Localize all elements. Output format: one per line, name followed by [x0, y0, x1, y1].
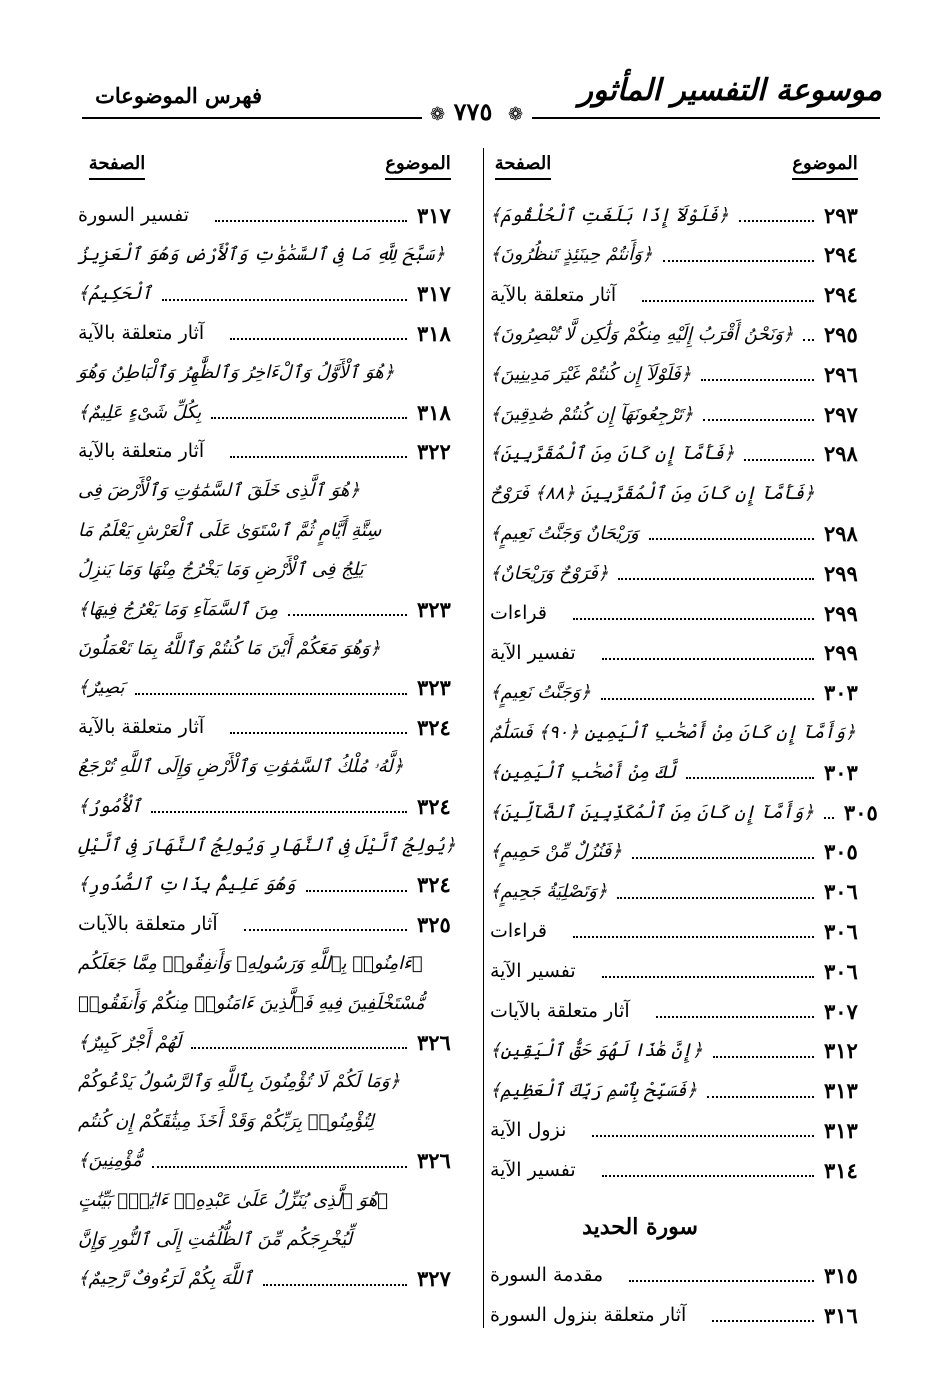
leader-dots	[152, 1166, 407, 1168]
entry-topic: آثار متعلقة بنزول السورة	[490, 1304, 687, 1326]
index-entry	[78, 669, 473, 707]
entry-topic: لَهُمْ أَجْرٌ كَبِيرٌ﴾	[78, 1031, 182, 1053]
index-entry	[78, 629, 473, 667]
index-entry	[78, 708, 473, 746]
index-entry	[78, 472, 473, 510]
leader-dots	[211, 417, 407, 419]
index-entry	[78, 551, 473, 589]
leader-dots	[135, 693, 407, 695]
index-entry	[490, 1072, 880, 1110]
section-title: فهرس الموضوعات	[95, 83, 262, 108]
entry-topic: بَصِيرٌ﴾	[78, 677, 125, 699]
entry-topic: آثار متعلقة بالآية	[78, 716, 205, 739]
leader-dots	[602, 658, 814, 660]
entry-topic: سِتَّةِ أَيَّامٍ ثُمَّ ٱسْتَوَىٰ عَلَى ٱلْعَرْشِ يَعْلَمُ مَا	[78, 519, 382, 541]
index-entry	[490, 435, 880, 473]
index-entry	[78, 354, 473, 392]
index-entry	[78, 787, 473, 825]
entry-page-number: ٣١٦	[824, 1302, 858, 1328]
index-entry	[78, 1102, 473, 1140]
index-entry	[490, 833, 880, 871]
page-number: ٧٧٥	[453, 97, 493, 126]
leader-dots	[230, 338, 407, 340]
entry-topic: ﴿فَأَمَّآ إِن كَانَ مِنَ ٱلْمُقَرَّبِينَ ﴿٨٨﴾ فَرَوْحٌ	[490, 483, 815, 505]
entry-topic: قراءات	[490, 920, 547, 943]
entry-topic: ﴿فَنُزُلٌ مِّنْ حَمِيمٍ﴾	[490, 841, 622, 863]
leader-dots	[707, 1096, 814, 1098]
entry-topic: قراءات	[490, 602, 547, 624]
index-entry	[78, 590, 473, 628]
entry-topic: تفسير السورة	[78, 204, 190, 226]
index-entry	[78, 432, 473, 470]
entry-topic: مِنَ ٱلسَّمَآءِ وَمَا يَعْرُجُ فِيهَا﴾	[78, 598, 279, 620]
index-entry	[78, 393, 473, 431]
index-entry	[490, 594, 880, 632]
leader-dots	[592, 1135, 814, 1137]
index-entry	[78, 748, 473, 786]
index-entry	[490, 634, 880, 672]
leader-dots	[739, 220, 814, 222]
entry-topic: ٱلْأُمُورُ﴾	[78, 795, 142, 817]
leader-dots	[617, 897, 814, 899]
entry-page-number: ٢٩٤	[824, 282, 858, 308]
entry-topic: ٱلْحَكِيمُ﴾	[78, 283, 152, 305]
entry-page-number: ٢٩٩	[824, 640, 858, 666]
leader-dots	[602, 1175, 814, 1177]
column-divider	[483, 148, 484, 1328]
index-entry	[78, 1023, 473, 1061]
entry-page-number: ٣٠٥	[824, 839, 858, 865]
index-entry	[490, 1256, 880, 1294]
index-entry	[78, 1063, 473, 1101]
ornament-right-icon: ❁	[508, 104, 524, 125]
index-entry	[78, 1142, 473, 1180]
leader-dots	[803, 339, 814, 341]
leader-dots	[713, 1056, 814, 1058]
leader-dots	[573, 618, 814, 620]
leader-dots	[632, 857, 814, 859]
entry-page-number: ٣١٨	[417, 399, 451, 425]
leader-dots	[151, 811, 407, 813]
entry-page-number: ٣١٣	[824, 1117, 858, 1143]
entry-topic: ﴿وَجَنَّتُ نَعِيمٍ﴾	[490, 682, 591, 704]
entry-topic: ﴿فَسَبِّحْ بِٱسْمِ رَبِّكَ ٱلْعَظِيمِ﴾	[490, 1080, 698, 1102]
leader-dots	[701, 379, 814, 381]
entry-topic: ﴿هُوَ ٱلَّذِى يُنَزِّلُ عَلَىٰ عَبْدِهِۦٓ ءَايَٰتٍۭ بَيِّنَٰتٍ	[78, 1189, 388, 1211]
index-entry	[78, 826, 473, 864]
entry-page-number: ٣١٧	[417, 281, 451, 307]
leader-dots	[663, 260, 814, 262]
index-entry	[490, 753, 880, 791]
entry-topic: لَّكَ مِنْ أَصْحَٰبِ ٱلْيَمِينِ﴾	[490, 761, 676, 783]
entry-page-number: ٣١٨	[417, 320, 451, 346]
entry-topic: مقدمة السورة	[490, 1264, 604, 1286]
leader-dots	[191, 1047, 407, 1049]
entry-topic: مُّسْتَخْلَفِينَ فِيهِ فَٱلَّذِينَ ءَامَنُوا۟ مِنكُمْ وَأَنفَقُوا۟	[78, 992, 425, 1014]
right-page-header: الصفحة	[488, 148, 558, 180]
index-entry	[78, 275, 473, 313]
index-entry	[490, 1296, 880, 1334]
index-entry	[490, 873, 880, 911]
leader-dots	[618, 578, 814, 580]
index-entry	[78, 945, 473, 983]
entry-page-number: ٣٠٣	[824, 759, 858, 785]
entry-page-number: ٣٠٧	[824, 998, 858, 1024]
leader-dots	[215, 220, 407, 222]
index-entry	[490, 674, 880, 712]
entry-page-number: ٣٢٦	[417, 1148, 451, 1174]
index-entry	[78, 196, 473, 234]
entry-topic: ﴿وَمَا لَكُمْ لَا تُؤْمِنُونَ بِٱللَّهِ وَٱلرَّسُولُ يَدْعُوكُمْ	[78, 1071, 401, 1093]
entry-topic: آثار متعلقة بالآيات	[490, 1000, 630, 1022]
entry-page-number: ٣٢٤	[417, 714, 451, 740]
entry-page-number: ٢٩٣	[824, 202, 858, 228]
entry-page-number: ٣١٥	[824, 1262, 858, 1288]
index-entry	[490, 713, 880, 751]
entry-page-number: ٣٢٦	[417, 1029, 451, 1055]
ornament-left-icon: ❁	[430, 104, 446, 125]
entry-topic: ﴿سَبَّحَ لِلَّهِ مَا فِى ٱلسَّمَٰوَٰتِ وَٱلْأَرْضِ وَهُوَ ٱلْعَزِيزُ	[78, 243, 446, 265]
index-entry	[490, 793, 880, 831]
entry-page-number: ٣٢٣	[417, 675, 451, 701]
leader-dots	[712, 1320, 814, 1322]
index-entry	[78, 1220, 473, 1258]
index-entry	[490, 514, 880, 552]
entry-topic: ﴿هُوَ ٱلَّذِى خَلَقَ ٱلسَّمَٰوَٰتِ وَٱلْأَرْضَ فِى	[78, 480, 360, 502]
entry-topic: يَلِجُ فِى ٱلْأَرْضِ وَمَا يَخْرُجُ مِنْهَا وَمَا يَنزِلُ	[78, 559, 364, 581]
leader-dots	[656, 1016, 814, 1018]
leader-dots	[263, 1284, 407, 1286]
entry-topic: ﴿وَأَمَّآ إِن كَانَ مِنْ أَصْحَٰبِ ٱلْيَمِينِ ﴿٩٠﴾ فَسَلَٰمٌ	[490, 721, 856, 743]
index-entry	[78, 866, 473, 904]
entry-page-number: ٢٩٨	[824, 441, 858, 467]
index-entry	[78, 314, 473, 352]
entry-page-number: ٣٢٧	[417, 1266, 451, 1292]
surah-heading: سورة الحديد	[582, 1214, 698, 1240]
leader-dots	[288, 614, 407, 616]
entry-page-number: ٢٩٧	[824, 401, 858, 427]
entry-page-number: ٣١٤	[824, 1157, 858, 1183]
leader-dots	[573, 936, 814, 938]
entry-topic: ﴿تَرْجِعُونَهَآ إِن كُنتُمْ صَٰدِقِينَ﴾	[490, 403, 694, 425]
leader-dots	[230, 456, 407, 458]
leader-dots	[649, 538, 814, 540]
entry-page-number: ٣٢٢	[417, 438, 451, 464]
entry-page-number: ٣٠٦	[824, 958, 858, 984]
leader-dots	[703, 419, 814, 421]
entry-topic: تفسير الآية	[490, 1159, 576, 1182]
entry-topic: آثار متعلقة بالآية	[78, 322, 205, 345]
entry-topic: آثار متعلقة بالآيات	[78, 913, 218, 936]
entry-topic: ﴿وَنَحْنُ أَقْرَبُ إِلَيْهِ مِنكُمْ وَلَٰكِن لَّا تُبْصِرُونَ﴾	[490, 323, 794, 345]
entry-page-number: ٣٢٣	[417, 596, 451, 622]
header-rule-right	[532, 117, 880, 119]
entry-topic: ﴿يُولِجُ ٱلَّيْلَ فِى ٱلنَّهَارِ وَيُولِجُ ٱلنَّهَارَ فِى ٱلَّيْلِ	[78, 834, 456, 856]
index-entry	[490, 276, 880, 314]
entry-topic: لِتُؤْمِنُوا۟ بِرَبِّكُمْ وَقَدْ أَخَذَ مِيثَٰقَكُمْ إِن كُنتُم	[78, 1110, 374, 1132]
entry-page-number: ٢٩٩	[824, 600, 858, 626]
entry-topic: نزول الآية	[490, 1119, 567, 1142]
header-rule-left	[82, 117, 422, 119]
index-entry	[490, 196, 880, 234]
entry-page-number: ٣٠٥	[843, 799, 878, 825]
leader-dots	[306, 890, 407, 892]
index-entry	[490, 1111, 880, 1149]
entry-topic: تفسير الآية	[490, 960, 576, 983]
entry-page-number: ٣١٢	[824, 1038, 858, 1064]
index-entry	[78, 511, 473, 549]
entry-topic: ﴿وَأَمَّآ إِن كَانَ مِنَ ٱلْمُكَذِّبِينَ ٱلضَّآلِّينَ﴾	[490, 801, 814, 823]
entry-page-number: ٢٩٨	[824, 520, 858, 546]
left-page-header: الصفحة	[82, 148, 152, 180]
index-entry	[78, 1260, 473, 1298]
index-entry	[490, 355, 880, 393]
leader-dots	[601, 698, 814, 700]
entry-topic: آثار متعلقة بالآية	[490, 283, 617, 306]
entry-page-number: ٣٢٤	[417, 793, 451, 819]
entry-topic: ﴿فَلَوْلَآ إِن كُنتُمْ غَيْرَ مَدِينِينَ﴾	[490, 363, 692, 385]
index-entry	[78, 984, 473, 1022]
leader-dots	[244, 929, 407, 931]
index-entry	[78, 905, 473, 943]
leader-dots	[824, 817, 834, 819]
entry-topic: لِّيُخْرِجَكُم مِّنَ ٱلظُّلُمَٰتِ إِلَى ٱلنُّورِ وَإِنَّ	[78, 1228, 353, 1250]
entry-topic: تفسير الآية	[490, 641, 576, 664]
index-entry	[490, 236, 880, 274]
entry-topic: وَهُوَ عَلِيمٌۢ بِذَاتِ ٱلصُّدُورِ﴾	[78, 874, 296, 896]
leader-dots	[629, 1280, 814, 1282]
leader-dots	[230, 732, 407, 734]
index-entry	[490, 952, 880, 990]
leader-dots	[744, 459, 814, 461]
entry-page-number: ٣١٧	[417, 202, 451, 228]
entry-page-number: ٣٠٦	[824, 879, 858, 905]
entry-topic: ﴿وَهُوَ مَعَكُمْ أَيْنَ مَا كُنتُمْ وَٱللَّهُ بِمَا تَعْمَلُونَ	[78, 637, 381, 659]
index-entry	[490, 315, 880, 353]
entry-page-number: ٣٢٤	[417, 872, 451, 898]
entry-topic: ﴿وَتَصْلِيَةُ جَحِيمٍ﴾	[490, 881, 608, 903]
entry-page-number: ٢٩٦	[824, 361, 858, 387]
entry-topic: ﴿وَأَنتُمْ حِينَئِذٍ تَنظُرُونَ﴾	[490, 244, 653, 266]
entry-page-number: ٣٢٥	[417, 911, 451, 937]
leader-dots	[686, 777, 814, 779]
leader-dots	[162, 299, 407, 301]
entry-topic: ﴿إِنَّ هَٰذَا لَهُوَ حَقُّ ٱلْيَقِينِ﴾	[490, 1040, 703, 1062]
index-entry	[490, 554, 880, 592]
right-topic-header: الموضوع	[770, 148, 880, 180]
entry-topic: مُّؤْمِنِينَ﴾	[78, 1150, 142, 1172]
entry-page-number: ٢٩٤	[824, 242, 858, 268]
entry-page-number: ٣٠٦	[824, 918, 858, 944]
book-title: موسوعة التفسير المأثور	[578, 73, 882, 108]
index-entry	[490, 992, 880, 1030]
leader-dots	[642, 300, 814, 302]
entry-topic: آثار متعلقة بالآية	[78, 440, 205, 463]
entry-topic: ﴿لَّهُۥ مُلْكُ ٱلسَّمَٰوَٰتِ وَٱلْأَرْضِ وَإِلَى ٱللَّهِ تُرْجَعُ	[78, 756, 404, 778]
entry-page-number: ٢٩٥	[824, 321, 858, 347]
entry-page-number: ٢٩٩	[824, 560, 858, 586]
entry-topic: ﴿فَأَمَّآ إِن كَانَ مِنَ ٱلْمُقَرَّبِينَ﴾	[490, 443, 735, 465]
entry-topic: بِكُلِّ شَىْءٍ عَلِيمٌ﴾	[78, 401, 202, 423]
entry-topic: ٱللَّهَ بِكُمْ لَرَءُوفٌ رَّحِيمٌ﴾	[78, 1268, 253, 1290]
index-entry	[78, 1181, 473, 1219]
entry-page-number: ٣١٣	[824, 1078, 858, 1104]
entry-topic: ﴿فَرَوْحٌ وَرَيْحَانٌ﴾	[490, 562, 609, 584]
index-entry	[490, 1151, 880, 1189]
index-entry	[490, 912, 880, 950]
entry-topic: ﴿فَلَوْلَآ إِذَا بَلَغَتِ ٱلْحُلْقُومَ﴾	[490, 204, 729, 226]
index-entry	[490, 475, 880, 513]
entry-topic: ﴿ءَامِنُوا۟ بِٱللَّهِ وَرَسُولِهِۦ وَأَنفِقُوا۟ مِمَّا جَعَلَكُم	[78, 953, 423, 975]
index-entry	[490, 395, 880, 433]
index-entry	[490, 1032, 880, 1070]
leader-dots	[602, 976, 814, 978]
left-topic-header: الموضوع	[368, 148, 468, 180]
index-entry	[78, 235, 473, 273]
entry-page-number: ٣٠٣	[824, 680, 858, 706]
entry-topic: ﴿هُوَ ٱلْأَوَّلُ وَٱلْءَاخِرُ وَٱلظَّٰهِرُ وَٱلْبَاطِنُ وَهُوَ	[78, 362, 395, 384]
entry-topic: وَرَيْحَانٌ وَجَنَّتُ نَعِيمٍ﴾	[490, 522, 639, 544]
